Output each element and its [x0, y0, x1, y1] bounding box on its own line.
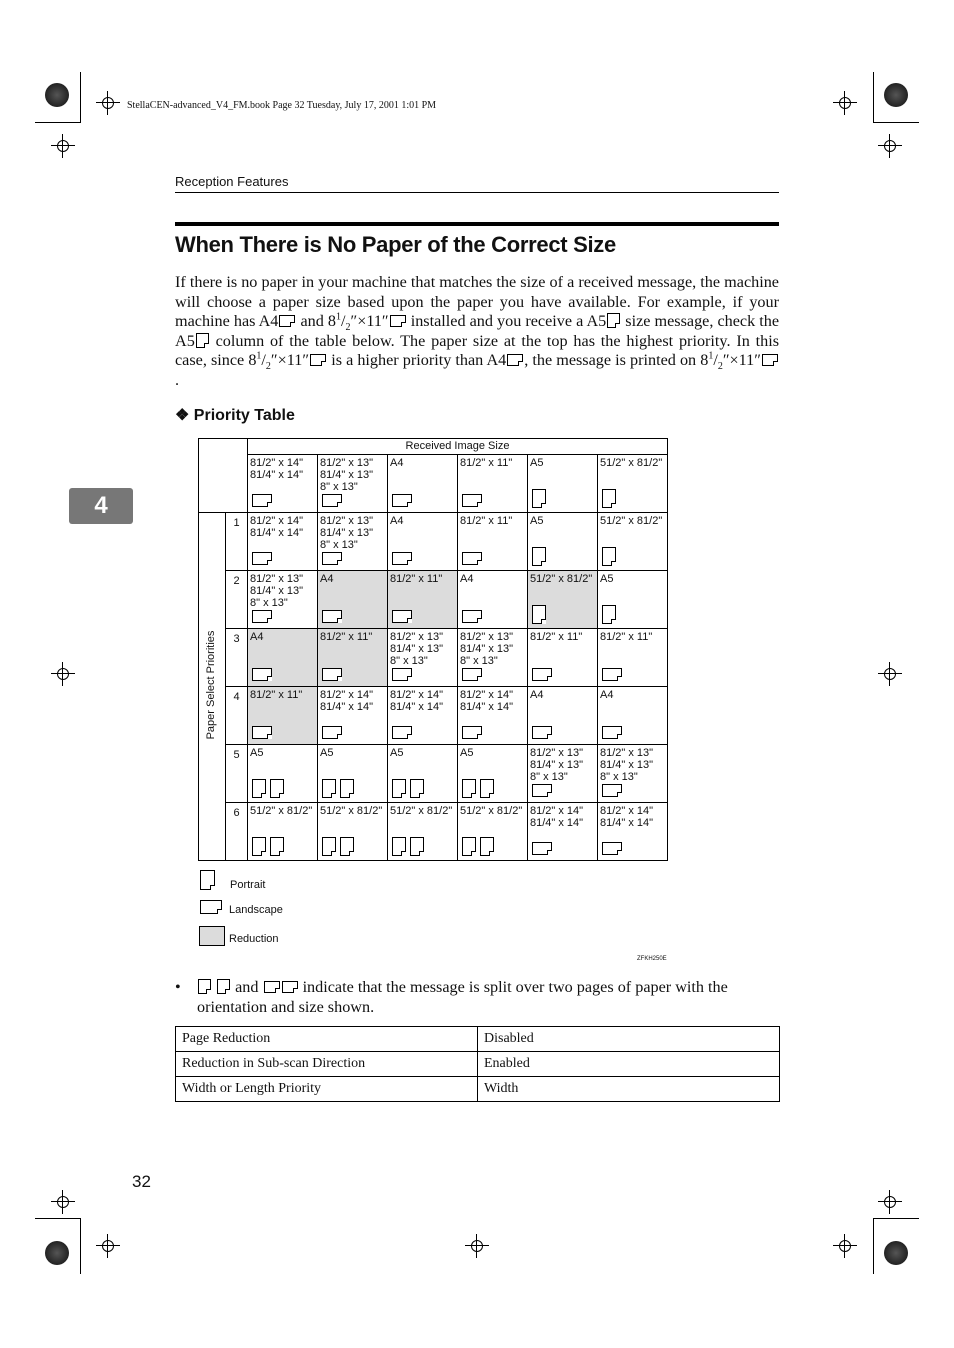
size-label: 81/2" x 13" 81/4" x 13" 8" x 13" [250, 573, 304, 609]
size-label: A5 [320, 747, 334, 759]
landscape-icon [462, 610, 482, 623]
size-cell [598, 455, 668, 513]
landscape-icon [252, 494, 272, 507]
size-cell [598, 571, 668, 629]
landscape-icon [532, 668, 552, 681]
size-label: 51/2" x 81/2" [460, 805, 523, 817]
size-label: A4 [320, 573, 334, 585]
landscape-icon [200, 900, 222, 914]
trim-line [80, 72, 81, 122]
reduction-swatch [199, 926, 225, 946]
landscape-icon [762, 354, 778, 366]
trim-line [873, 72, 874, 122]
size-label: A5 [250, 747, 264, 759]
size-cell [528, 571, 598, 629]
size-label: 81/2" x 14" 81/4" x 14" [250, 515, 304, 539]
portrait-icon [340, 779, 354, 798]
intro-paragraph: If there is no paper in your machine that matches the size of a received message, the machine will choose a paper size based upon the paper you have available. For example, if your machine has A4 and $8^1/_2''\times 11''$ installed and you receive a A5 size message, check the A5 column of the table below. The paper size at the top has the highest priority. In this case, since $8^1/_2''\times 11''$ is a higher priority than A4 , the message is printed on $8^1/_2''\times 11''$. [175, 273, 780, 389]
priority-number: 2 [226, 571, 248, 629]
size-label: 81/2" x 11" [390, 573, 443, 585]
landscape-icon [322, 552, 342, 565]
setting-value: Enabled [478, 1052, 780, 1077]
size-label: A4 [530, 689, 544, 701]
portrait-icon [196, 333, 209, 348]
portrait-icon [270, 837, 284, 856]
portrait-icon [252, 779, 266, 798]
size-label: A5 [530, 515, 544, 527]
size-label: 81/2" x 14" 81/4" x 14" [460, 689, 514, 713]
portrait-icon [198, 979, 211, 994]
size-label: 81/2" x 11" [460, 515, 513, 527]
size-label: 81/2" x 14" 81/4" x 14" [600, 805, 654, 829]
size-cell [248, 571, 318, 629]
priority-row [199, 571, 668, 629]
landscape-icon [392, 494, 412, 507]
landscape-icon [264, 981, 280, 993]
landscape-icon [462, 552, 482, 565]
size-label: A4 [600, 689, 614, 701]
portrait-icon [270, 779, 284, 798]
size-label: 81/2" x 14" 81/4" x 14" [320, 689, 374, 713]
trim-line [873, 122, 919, 123]
trim-line [873, 1218, 919, 1219]
size-label: A4 [390, 457, 404, 469]
portrait-icon [480, 779, 494, 798]
size-label: 81/2" x 11" [250, 689, 303, 701]
size-cell [318, 629, 388, 687]
side-label: Paper Select Priorities [205, 630, 217, 739]
size-label: A4 [250, 631, 264, 643]
setting-name: Reduction in Sub-scan Direction [176, 1052, 478, 1077]
size-label: 81/2" x 13" 81/4" x 13" 8" x 13" [320, 515, 374, 551]
landscape-icon [462, 726, 482, 739]
size-cell [318, 745, 388, 803]
size-label: 81/2" x 13" 81/4" x 13" 8" x 13" [460, 631, 514, 667]
trim-line [35, 122, 81, 123]
size-cell [248, 745, 318, 803]
size-label: A4 [390, 515, 404, 527]
size-cell [458, 571, 528, 629]
size-cell [458, 629, 528, 687]
priority-number: 5 [226, 745, 248, 803]
corner-cell [199, 439, 248, 513]
portrait-icon [322, 779, 336, 798]
section-title: When There is No Paper of the Correct Size [175, 232, 616, 257]
size-cell [388, 455, 458, 513]
size-cell [318, 687, 388, 745]
priority-table [198, 438, 668, 861]
landscape-icon [602, 784, 622, 797]
size-cell [458, 803, 528, 861]
size-label: 81/2" x 13" 81/4" x 13" 8" x 13" [390, 631, 444, 667]
priority-number: 6 [226, 803, 248, 861]
size-cell [388, 571, 458, 629]
page-number: 32 [132, 1172, 151, 1191]
size-label: A5 [460, 747, 474, 759]
landscape-icon [602, 842, 622, 855]
header-rule [175, 192, 779, 193]
portrait-icon [602, 605, 616, 624]
size-cell [388, 803, 458, 861]
crop-mark [465, 1234, 489, 1258]
size-label: 51/2" x 81/2" [600, 457, 663, 469]
size-cell [598, 687, 668, 745]
bullet-dot: • [175, 978, 181, 996]
size-cell [318, 513, 388, 571]
trim-line [873, 1218, 874, 1274]
size-cell [318, 571, 388, 629]
settings-row [176, 1077, 780, 1102]
trim-line [80, 1218, 81, 1274]
portrait-icon [532, 489, 546, 508]
head-row [199, 455, 668, 513]
settings-table [175, 1026, 780, 1102]
registration-dot [884, 83, 908, 107]
legend-landscape: Landscape [199, 900, 283, 916]
size-cell [528, 629, 598, 687]
size-label: 81/2" x 14" 81/4" x 14" [530, 805, 584, 829]
size-cell [598, 745, 668, 803]
size-cell [528, 513, 598, 571]
registration-dot [884, 1241, 908, 1265]
crop-mark [96, 91, 120, 115]
portrait-icon [252, 837, 266, 856]
portrait-icon [340, 837, 354, 856]
portrait-icon [392, 837, 406, 856]
size-label: 81/2" x 11" [530, 631, 583, 643]
priority-heading: ❖ Priority Table [175, 407, 295, 424]
landscape-icon [392, 726, 412, 739]
size-cell [458, 455, 528, 513]
size-label: 81/2" x 11" [320, 631, 373, 643]
size-cell [318, 803, 388, 861]
size-label: A5 [530, 457, 544, 469]
size-cell [528, 687, 598, 745]
size-label: 51/2" x 81/2" [530, 573, 593, 585]
settings-row [176, 1052, 780, 1077]
landscape-icon [602, 726, 622, 739]
size-cell [248, 513, 318, 571]
size-cell [248, 687, 318, 745]
registration-dot [45, 83, 69, 107]
size-cell [248, 629, 318, 687]
size-cell [388, 629, 458, 687]
size-cell [388, 745, 458, 803]
legend-portrait: Portrait [199, 870, 265, 891]
setting-value: Width [478, 1077, 780, 1102]
crop-mark [878, 134, 902, 158]
side-label-cell [199, 513, 226, 861]
size-cell [598, 629, 668, 687]
figure-code: ZFKH250E [637, 956, 667, 962]
landscape-icon [532, 784, 552, 797]
size-label: 81/2" x 13" 81/4" x 13" 8" x 13" [320, 457, 374, 493]
portrait-icon [322, 837, 336, 856]
size-cell [458, 513, 528, 571]
size-label: 81/2" x 13" 81/4" x 13" 8" x 13" [530, 747, 584, 783]
portrait-icon [462, 837, 476, 856]
setting-name: Width or Length Priority [176, 1077, 478, 1102]
portrait-icon [392, 779, 406, 798]
priority-number: 3 [226, 629, 248, 687]
size-cell [248, 803, 318, 861]
crop-mark [878, 1190, 902, 1214]
size-cell [598, 803, 668, 861]
landscape-icon [532, 726, 552, 739]
size-label: 81/2" x 11" [460, 457, 513, 469]
registration-dot [45, 1241, 69, 1265]
size-label: 51/2" x 81/2" [600, 515, 663, 527]
priority-row [199, 629, 668, 687]
landscape-icon [310, 354, 326, 366]
file-info: StellaCEN-advanced_V4_FM.book Page 32 Tuesday, July 17, 2001 1:01 PM [127, 100, 437, 111]
landscape-icon [392, 668, 412, 681]
portrait-icon [602, 547, 616, 566]
landscape-icon [322, 610, 342, 623]
landscape-icon [322, 494, 342, 507]
landscape-icon [507, 354, 523, 366]
portrait-icon [532, 547, 546, 566]
size-label: 51/2" x 81/2" [250, 805, 313, 817]
portrait-icon [217, 979, 230, 994]
portrait-icon [480, 837, 494, 856]
landscape-icon [462, 494, 482, 507]
crop-mark [96, 1234, 120, 1258]
crop-mark [878, 662, 902, 686]
landscape-icon [252, 552, 272, 565]
portrait-icon [532, 605, 546, 624]
landscape-icon [322, 726, 342, 739]
landscape-icon [322, 668, 342, 681]
size-label: 81/2" x 13" 81/4" x 13" 8" x 13" [600, 747, 654, 783]
portrait-icon [410, 779, 424, 798]
size-cell [388, 513, 458, 571]
size-label: A5 [600, 573, 614, 585]
portrait-icon [602, 489, 616, 508]
setting-value: Disabled [478, 1027, 780, 1052]
landscape-icon [392, 610, 412, 623]
running-header: Reception Features [175, 174, 289, 189]
size-cell [598, 513, 668, 571]
priority-row [199, 687, 668, 745]
portrait-icon [200, 870, 215, 890]
portrait-icon [462, 779, 476, 798]
crop-mark [51, 134, 75, 158]
landscape-icon [282, 981, 298, 993]
received-size-header: Received Image Size [248, 439, 668, 455]
priority-row [199, 513, 668, 571]
crop-mark [833, 91, 857, 115]
split-note: • and indicate that the message is split over two pages of paper with the orientation and size shown. [175, 978, 728, 1016]
size-label: 81/2" x 11" [600, 631, 653, 643]
legend-reduction: Reduction [199, 926, 279, 946]
title-bar [175, 222, 779, 226]
size-label: 51/2" x 81/2" [320, 805, 383, 817]
chapter-tab: 4 [69, 488, 133, 524]
size-cell [528, 803, 598, 861]
portrait-icon [410, 837, 424, 856]
size-label: 81/2" x 14" 81/4" x 14" [390, 689, 444, 713]
landscape-icon [390, 315, 406, 327]
size-cell [458, 687, 528, 745]
priority-row [199, 745, 668, 803]
settings-row [176, 1027, 780, 1052]
size-cell [388, 687, 458, 745]
crop-mark [51, 1190, 75, 1214]
size-label: 51/2" x 81/2" [390, 805, 453, 817]
size-cell [528, 455, 598, 513]
size-cell [318, 455, 388, 513]
landscape-icon [392, 552, 412, 565]
landscape-icon [252, 610, 272, 623]
landscape-icon [602, 668, 622, 681]
priority-number: 4 [226, 687, 248, 745]
size-label: 81/2" x 14" 81/4" x 14" [250, 457, 304, 481]
diamond-icon: ❖ [175, 407, 190, 424]
portrait-icon [607, 313, 620, 328]
size-label: A5 [390, 747, 404, 759]
setting-name: Page Reduction [176, 1027, 478, 1052]
priority-row [199, 803, 668, 861]
priority-number: 1 [226, 513, 248, 571]
landscape-icon [279, 315, 295, 327]
trim-line [35, 1218, 81, 1219]
crop-mark [833, 1234, 857, 1258]
landscape-icon [252, 726, 272, 739]
size-cell [528, 745, 598, 803]
crop-mark [51, 662, 75, 686]
size-label: A4 [460, 573, 474, 585]
landscape-icon [252, 668, 272, 681]
landscape-icon [462, 668, 482, 681]
landscape-icon [532, 842, 552, 855]
size-cell [458, 745, 528, 803]
size-cell [248, 455, 318, 513]
